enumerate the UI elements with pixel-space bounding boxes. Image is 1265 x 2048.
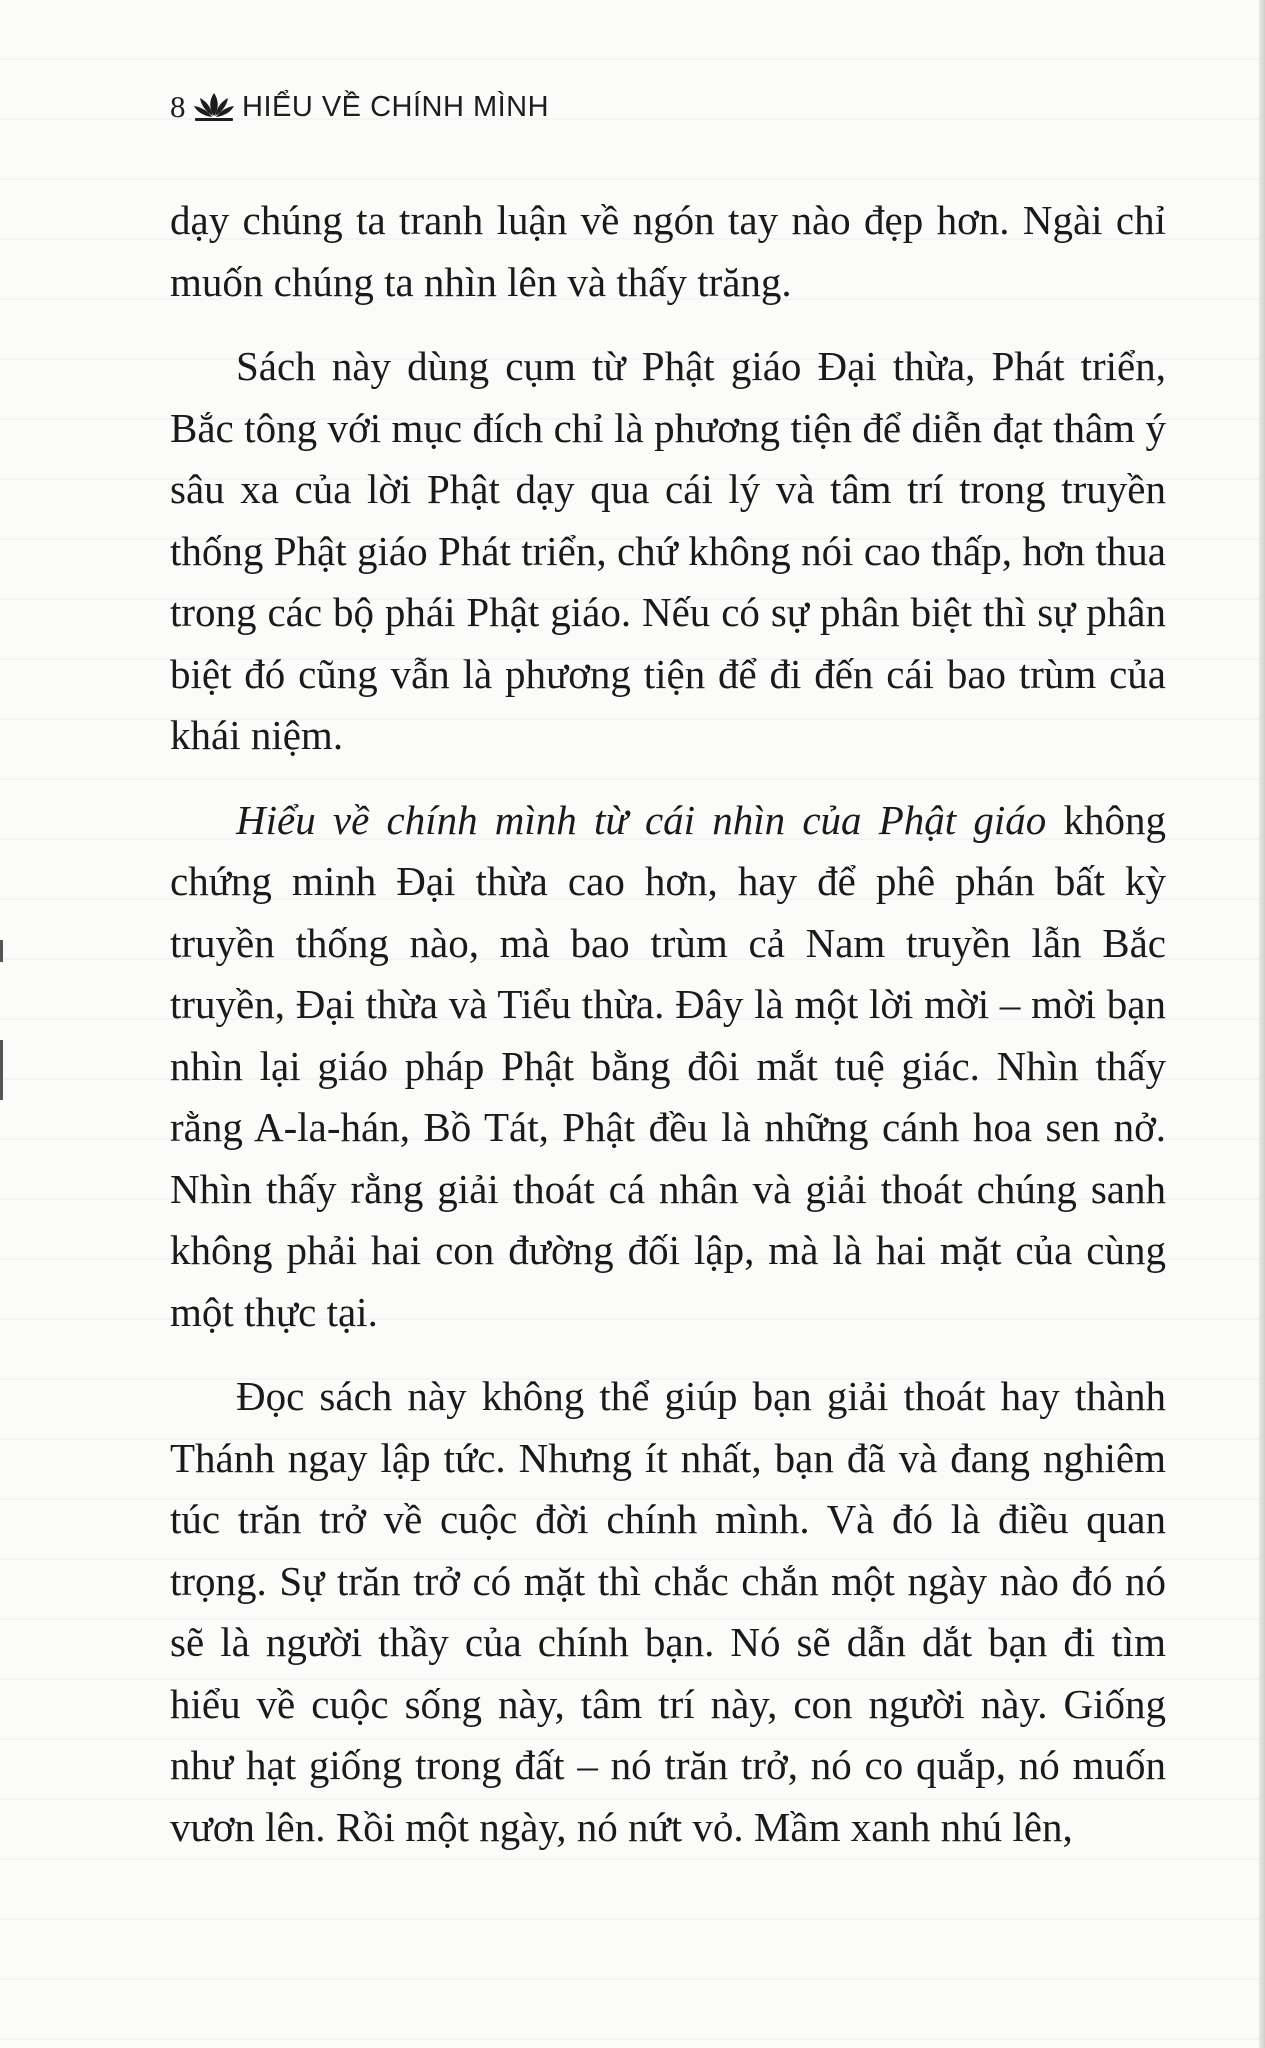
paragraph-with-book-title — [170, 790, 1166, 1344]
margin-mark — [0, 940, 3, 962]
paragraph-text: dạy chúng ta tranh luận về ngón tay nào đẹp hơn. Ngài chỉ muốn chúng ta nhìn lên và thấy trăng. — [170, 197, 1166, 305]
paragraph — [170, 336, 1166, 767]
book-title-italic: Hiểu về chính mình từ cái nhìn của Phật giáo — [236, 796, 1047, 843]
paragraph-text: Đọc sách này không thể giúp bạn giải thoát hay thành Thánh ngay lập tức. Nhưng ít nhất, bạn đã và đang nghiêm túc trăn trở về cuộc đời chính mình. Và đó là điều quan trọng. Sự trăn trở có mặt thì chắc chắn một ngày nào đó nó sẽ là người thầy của chính bạn. Nó sẽ dẫn dắt bạn đi tìm hiểu về cuộc sống này, tâm trí này, con người này. Giống như hạt giống trong đất – nó trăn trở, nó co quắp, nó muốn vươn lên. Rồi một ngày, nó nứt vỏ. Mầm xanh nhú lên, — [170, 1373, 1166, 1850]
running-title: HIỂU VỀ CHÍNH MÌNH — [242, 90, 550, 123]
paragraph-continued — [170, 190, 1166, 313]
paragraph-text: không chứng minh Đại thừa cao hơn, hay để phê phán bất kỳ truyền thống nào, mà bao trùm cả Nam truyền lẫn Bắc truyền, Đại thừa và Tiểu thừa. Đây là một lời mời – mời bạn nhìn lại giáo pháp Phật bằng đôi mắt tuệ giác. Nhìn thấy rằng A-la-hán, Bồ Tát, Phật đều là những cánh hoa sen nở. Nhìn thấy rằng giải thoát cá nhân và giải thoát chúng sanh không phải hai con đường đối lập, mà là hai mặt của cùng một thực tại. — [170, 796, 1167, 1335]
margin-mark — [0, 1040, 3, 1100]
paragraph — [170, 1366, 1166, 1858]
page-number: 8 — [170, 89, 186, 124]
lotus-icon — [192, 90, 236, 124]
body-text — [170, 190, 1166, 1858]
running-header — [170, 82, 549, 132]
paragraph-text: Sách này dùng cụm từ Phật giáo Đại thừa, Phát triển, Bắc tông với mục đích chỉ là phương tiện để diễn đạt thâm ý sâu xa của lời Phật dạy qua cái lý và tâm trí trong truyền thống Phật giáo Phát triển, chứ không nói cao thấp, hơn thua trong các bộ phái Phật giáo. Nếu có sự phân biệt thì sự phân biệt đó cũng vẫn là phương tiện để đi đến cái bao trùm của khái niệm. — [170, 343, 1166, 758]
page-scan-edge — [1259, 0, 1265, 2048]
